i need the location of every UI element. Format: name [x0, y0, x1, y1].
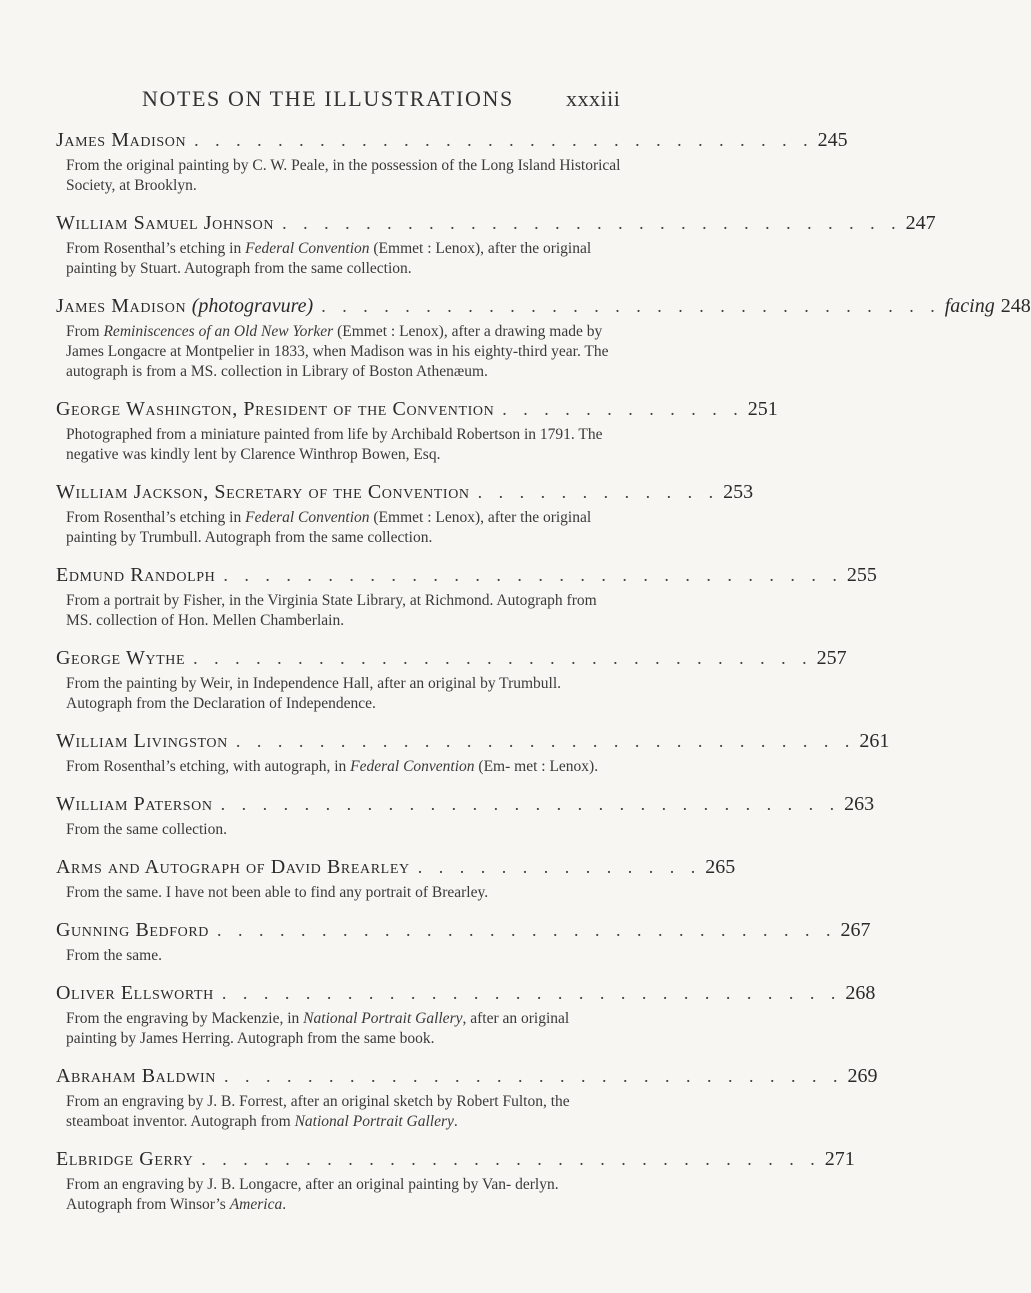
- running-header: [0, 86, 800, 118]
- entry-page: 269: [847, 1065, 878, 1087]
- entry-page: 268: [845, 982, 876, 1004]
- leader-dots: . . . . . . . . . . . . . . . . . . . . . . . . . . . . . .: [220, 794, 841, 814]
- entry-description: From the painting by Weir, in Independence Hall, after an original by Trumbull. Autograph from the Declaration of Independence.: [66, 675, 562, 712]
- entry-page: 265: [705, 856, 736, 878]
- entry-description: From the original painting by C. W. Peale, in the possession of the Long Island Historical Society, at Brooklyn.: [66, 157, 621, 194]
- leader-dots: . . . . . . . . . . . . . .: [417, 857, 702, 877]
- entry-title: William Livingston: [56, 730, 228, 752]
- entry-description: From the same. I have not been able to find any portrait of Brearley.: [66, 884, 489, 901]
- entry-title: William Samuel Johnson: [56, 212, 275, 234]
- list-item: [56, 292, 1031, 382]
- entry-page: 251: [747, 398, 778, 420]
- entry-description: From Rosenthal’s etching in Federal Convention (Emmet : Lenox), after the original painting by Stuart. Autograph from the same collection.: [66, 240, 592, 277]
- entry-description: From an engraving by J. B. Forrest, after an original sketch by Robert Fulton, the steamboat inventor. Autograph from National Portrait Gallery.: [66, 1093, 570, 1130]
- leader-dots: . . . . . . . . . . . .: [502, 399, 744, 419]
- entry-description: From Reminiscences of an Old New Yorker (Emmet : Lenox), after a drawing made by James Longacre at Montpelier in 1833, when Madison was in his eighty-third year. The autograph is from a MS. collection in Library of Boston Athenæum.: [66, 323, 609, 380]
- entry-title: James Madison: [56, 129, 187, 151]
- entry-page: 248: [1000, 295, 1031, 317]
- entry-title: Abraham Baldwin: [56, 1065, 216, 1087]
- entry-page: 263: [844, 793, 875, 815]
- list-item: [56, 916, 871, 966]
- entry-title: Edmund Randolph: [56, 564, 216, 586]
- entry-page: 267: [840, 919, 871, 941]
- entry-title: Elbridge Gerry: [56, 1148, 194, 1170]
- list-item: [56, 1145, 855, 1215]
- leader-dots: . . . . . . . . . . . . . . . . . . . . . . . . . . . . . .: [194, 130, 814, 150]
- entry-page: 245: [817, 129, 848, 151]
- leader-dots: . . . . . . . . . . . . . . . . . . . . . . . . . . . . . .: [282, 213, 902, 233]
- entry-page: 271: [824, 1148, 855, 1170]
- leader-dots: . . . . . . . . . . . . . . . . . . . . . . . . . . . . . .: [235, 731, 856, 751]
- entry-description: From a portrait by Fisher, in the Virginia State Library, at Richmond. Autograph from MS. collection of Hon. Mellen Chamberlain.: [66, 592, 597, 629]
- entry-description: From an engraving by J. B. Longacre, after an original painting by Van- derlyn. Autograph from Winsor’s America.: [66, 1176, 559, 1213]
- leader-dots: . . . . . . . . . . . . . . . . . . . . . . . . . . . . . .: [217, 920, 837, 940]
- entry-page: 253: [723, 481, 754, 503]
- leader-dots: . . . . . . . . . . . . . . . . . . . . . . . . . . . . . .: [223, 565, 843, 585]
- leader-dots: . . . . . . . . . . . . . . . . . . . . . . . . . . . . . .: [193, 648, 813, 668]
- leader-dots: . . . . . . . . . . . .: [477, 482, 720, 502]
- list-item: [56, 478, 754, 548]
- list-item: [56, 209, 936, 279]
- entry-description: From Rosenthal’s etching, with autograph, in Federal Convention (Em- met : Lenox).: [66, 758, 599, 775]
- list-item: [56, 727, 890, 777]
- entry-description: Photographed from a miniature painted from life by Archibald Robertson in 1791. The negative was kindly lent by Clarence Winthrop Bowen, Esq.: [66, 426, 603, 463]
- entry-title: Arms and Autograph of David Brearley: [56, 856, 410, 878]
- entry-page: 255: [846, 564, 877, 586]
- entry-title: George Wythe: [56, 647, 186, 669]
- entry-title: William Jackson, Secretary of the Convention: [56, 481, 470, 503]
- entry-title: Gunning Bedford: [56, 919, 210, 941]
- list-item: [56, 853, 736, 903]
- list-item: [56, 790, 875, 840]
- entry-description: From the same.: [66, 947, 162, 964]
- leader-dots: . . . . . . . . . . . . . . . . . . . . . . . . . . . . . .: [221, 983, 842, 1003]
- entry-page: 257: [816, 647, 847, 669]
- leader-dots: . . . . . . . . . . . . . . . . . . . . . . . . . . . . . .: [321, 296, 941, 316]
- leader-dots: . . . . . . . . . . . . . . . . . . . . . . . . . . . . . .: [201, 1149, 821, 1169]
- illustration-list: [56, 126, 1031, 1228]
- entry-title: George Washington, President of the Convention: [56, 398, 495, 420]
- list-item: [56, 979, 876, 1049]
- header-page-number: xxxiii: [566, 86, 621, 111]
- header-title: NOTES ON THE ILLUSTRATIONS: [142, 86, 514, 111]
- list-item: [56, 644, 847, 714]
- entry-description: From the engraving by Mackenzie, in National Portrait Gallery, after an original painting by James Herring. Autograph from the same book.: [66, 1010, 570, 1047]
- facing-label: facing: [944, 295, 995, 317]
- list-item: [56, 395, 778, 465]
- list-item: [56, 561, 877, 631]
- entry-title: James Madison (photogravure): [56, 295, 314, 317]
- entry-title: Oliver Ellsworth: [56, 982, 214, 1004]
- entry-description: From the same collection.: [66, 821, 227, 838]
- entry-title: William Paterson: [56, 793, 213, 815]
- list-item: [56, 1062, 878, 1132]
- leader-dots: . . . . . . . . . . . . . . . . . . . . . . . . . . . . . .: [224, 1066, 844, 1086]
- list-item: [56, 126, 848, 196]
- entry-page: 247: [905, 212, 936, 234]
- entry-page: 261: [859, 730, 890, 752]
- entry-description: From Rosenthal’s etching in Federal Convention (Emmet : Lenox), after the original painting by Trumbull. Autograph from the same collection.: [66, 509, 592, 546]
